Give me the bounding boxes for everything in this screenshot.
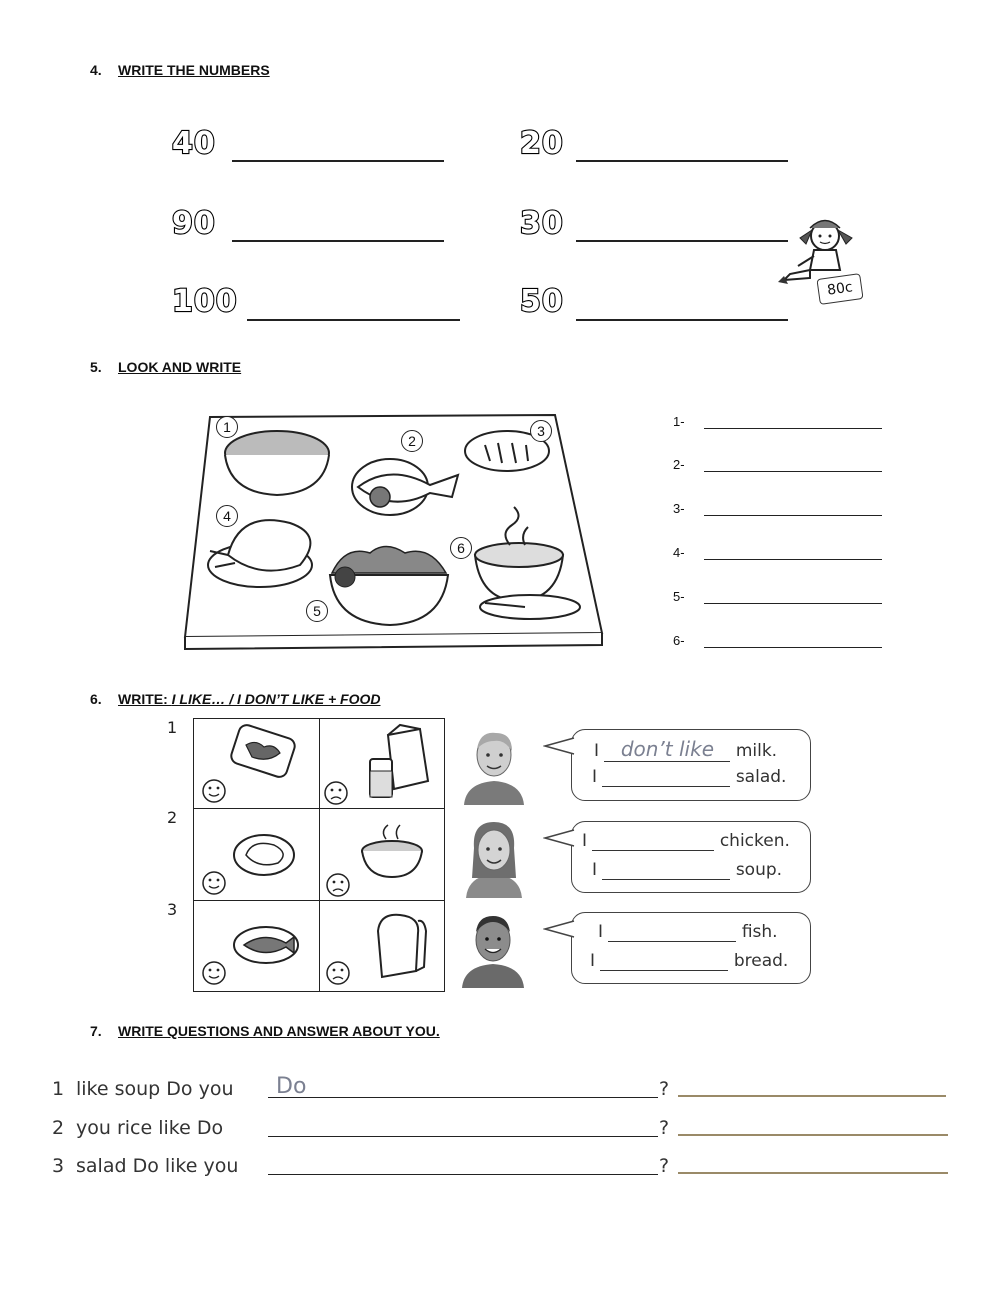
number-20: 20 [520, 126, 564, 161]
food-table-illustration [180, 405, 610, 660]
bubble-1-line-2 [592, 767, 786, 787]
section-7-heading [90, 1023, 440, 1039]
section-4-heading [90, 62, 270, 78]
section-5-heading [90, 359, 241, 375]
picture-label-2: 2 [401, 430, 423, 452]
boy-photo [458, 725, 530, 805]
girl-photo [458, 818, 530, 898]
bubble-1-line-1 [594, 737, 777, 762]
answer-line-6[interactable] [704, 647, 882, 648]
picture-label-6: 6 [450, 537, 472, 559]
pronoun: I [592, 860, 598, 880]
answer-blank-3a[interactable] [608, 923, 736, 942]
bubble-tail-2 [543, 828, 575, 848]
number-90: 90 [172, 206, 216, 241]
answer-line-30[interactable] [576, 240, 788, 242]
picture-label-4: 4 [216, 505, 238, 527]
number-30: 30 [520, 206, 564, 241]
number-40: 40 [172, 126, 216, 161]
bubble-2-line-2 [592, 860, 782, 880]
picture-label-1: 1 [216, 416, 238, 438]
answer-label-2: 2- [673, 457, 685, 472]
question-mark-2: ? [659, 1117, 670, 1139]
question-line-2[interactable] [268, 1136, 658, 1137]
food-word: chicken. [719, 831, 790, 851]
question-text-1: like soup Do you [76, 1078, 234, 1100]
price-tag: 80c [816, 273, 863, 305]
answer-line-q1[interactable] [678, 1095, 946, 1097]
answer-line-q3[interactable] [678, 1172, 948, 1174]
food-word: bread. [733, 951, 789, 971]
answer-line-5[interactable] [704, 603, 882, 604]
answer-blank-1b[interactable] [602, 768, 730, 787]
bubble-tail-3 [543, 919, 575, 939]
answer-line-40[interactable] [232, 160, 444, 162]
question-number-1: 1 [52, 1078, 65, 1100]
section-6-heading [90, 691, 381, 707]
answer-line-20[interactable] [576, 160, 788, 162]
answer-line-90[interactable] [232, 240, 444, 242]
section-title: WRITE THE NUMBERS [118, 62, 270, 78]
bubble-2-line-1 [582, 831, 790, 851]
answer-line-3[interactable] [704, 515, 882, 516]
fish-plate-icon [194, 901, 319, 990]
answer-line-100[interactable] [247, 319, 460, 321]
question-number-2: 2 [52, 1117, 65, 1139]
section-number: 4. [90, 62, 102, 78]
question-mark-1: ? [659, 1078, 670, 1100]
row-number-1: 1 [167, 718, 178, 737]
food-word: milk. [735, 741, 778, 761]
pronoun: I [592, 767, 598, 787]
salad-plate-icon [194, 719, 319, 808]
answer-line-q2[interactable] [678, 1134, 948, 1136]
question-number-3: 3 [52, 1155, 65, 1177]
handwritten-answer: don’t like [620, 737, 714, 761]
number-50: 50 [520, 284, 564, 319]
answer-blank-3b[interactable] [600, 952, 728, 971]
section-number: 5. [90, 359, 102, 375]
section-title: WRITE QUESTIONS AND ANSWER ABOUT YOU. [118, 1023, 440, 1039]
picture-label-3: 3 [530, 420, 552, 442]
handwritten-answer: Do [276, 1074, 307, 1099]
answer-line-50[interactable] [576, 319, 788, 321]
food-word: salad. [735, 767, 787, 787]
answer-label-4: 4- [673, 545, 685, 560]
section-number: 7. [90, 1023, 102, 1039]
pronoun: I [594, 741, 600, 761]
milk-carton-icon [320, 719, 443, 808]
pronoun: I [598, 922, 604, 942]
question-text-2: you rice like Do [76, 1117, 224, 1139]
section-title-italic: I LIKE… / I DON’T LIKE + FOOD [171, 691, 381, 707]
answer-line-1[interactable] [704, 428, 882, 429]
answer-line-2[interactable] [704, 471, 882, 472]
row-number-2: 2 [167, 808, 178, 827]
bread-slice-icon [320, 901, 443, 990]
question-line-3[interactable] [268, 1174, 658, 1175]
food-cell-fish [193, 900, 321, 992]
question-mark-3: ? [659, 1155, 670, 1177]
pronoun: I [590, 951, 596, 971]
food-cell-milk [319, 718, 445, 810]
answer-label-6: 6- [673, 633, 685, 648]
row-number-3: 3 [167, 900, 178, 919]
food-cell-soup [319, 808, 445, 902]
bubble-3-line-1 [598, 922, 778, 942]
food-word: soup. [735, 860, 783, 880]
question-text-3: salad Do like you [76, 1155, 239, 1177]
picture-label-5: 5 [306, 600, 328, 622]
bubble-tail-1 [543, 736, 575, 756]
number-100: 100 [172, 284, 238, 319]
answer-blank-2a[interactable] [592, 832, 714, 851]
food-cell-bread [319, 900, 445, 992]
answer-line-4[interactable] [704, 559, 882, 560]
food-word: fish. [741, 922, 778, 942]
answer-label-1: 1- [673, 414, 685, 429]
bubble-3-line-2 [590, 951, 788, 971]
answer-label-5: 5- [673, 589, 685, 604]
section-title: LOOK AND WRITE [118, 359, 242, 375]
question-line-1[interactable] [268, 1097, 658, 1098]
soup-bowl-icon [320, 809, 443, 900]
food-cell-salad [193, 718, 321, 810]
answer-blank-2b[interactable] [602, 861, 730, 880]
answer-label-3: 3- [673, 501, 685, 516]
boy-photo-2 [456, 908, 530, 988]
section-number: 6. [90, 691, 102, 707]
section-title-prefix: WRITE: [118, 691, 172, 707]
chicken-plate-icon [194, 809, 319, 900]
answer-blank-1a[interactable] [604, 737, 730, 762]
pronoun: I [582, 831, 588, 851]
food-cell-chicken [193, 808, 321, 902]
